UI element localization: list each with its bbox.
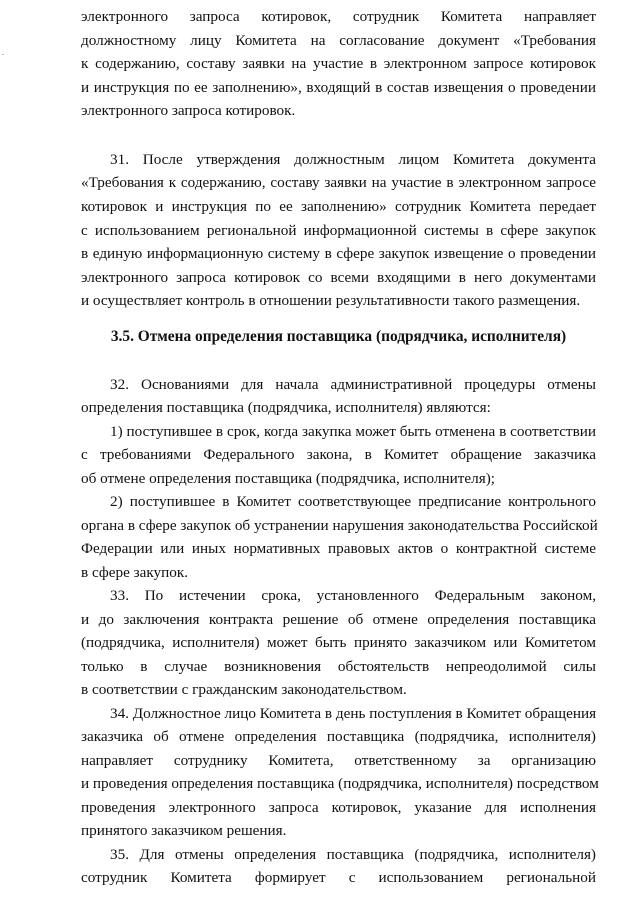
text-line: определения поставщика (подрядчика, исполнителя) являются: — [81, 399, 491, 416]
text-line: «Требования к содержанию, составу заявки на участие в электронном запросе — [81, 174, 596, 191]
text-line: сотрудник Комитета формирует с использованием региональной — [81, 869, 596, 886]
text-line: и осуществляет контроль в отношении результативности такого размещения. — [81, 292, 581, 309]
text-line: к содержанию, составу заявки на участие в электронном запросе котировок — [81, 55, 596, 72]
text-line: заказчика об отмене определения поставщика (подрядчика, исполнителя) — [81, 728, 596, 745]
text-line: с требованиями Федерального закона, в Комитет обращение заказчика — [81, 446, 596, 463]
scan-mark — [2, 54, 4, 55]
text-line: с использованием региональной информационной системы в сфере закупок — [81, 222, 596, 239]
text-line: в единую информационную систему в сфере закупок извещение о проведении — [81, 245, 596, 262]
text-line: 2) поступившее в Комитет соответствующее предписание контрольного — [110, 493, 596, 510]
text-line: органа в сфере закупок об устранении нарушения законодательства Российской — [81, 517, 598, 534]
text-line: 34. Должностное лицо Комитета в день поступления в Комитет обращения — [110, 705, 597, 722]
text-line: электронного запроса котировок со всеми входящими в него документами — [81, 269, 596, 286]
text-line: 32. Основаниями для начала административной процедуры отмены — [110, 376, 596, 393]
text-line: и до заключения контракта решение об отмене определения поставщика — [81, 611, 596, 628]
text-line: в соответствии с гражданским законодательством. — [81, 681, 407, 698]
text-line: в сфере закупок. — [81, 564, 189, 581]
text-line: 35. Для отмены определения поставщика (подрядчика, исполнителя) — [110, 846, 596, 863]
text-line: 1) поступившее в срок, когда закупка может быть отменена в соответствии — [110, 423, 596, 440]
text-line: котировок и инструкция по ее заполнению» сотрудник Комитета передает — [81, 198, 596, 215]
text-line: направляет сотруднику Комитета, ответственному за организацию — [81, 752, 596, 769]
text-line: и проведения определения поставщика (подрядчика, исполнителя) посредством — [81, 775, 599, 792]
text-line: (подрядчика, исполнителя) может быть принято заказчиком или Комитетом — [81, 634, 596, 651]
text-line: 33. По истечении срока, установленного Федеральным законом, — [110, 587, 596, 604]
text-line: электронного запроса котировок. — [81, 102, 296, 119]
section-heading: 3.5. Отмена определения поставщика (подрядчика, исполнителя) — [110, 328, 567, 345]
text-line: только в случае возникновения обстоятельств непреодолимой силы — [81, 658, 596, 675]
text-line: Федерации или иных нормативных правовых актов о контрактной системе — [81, 540, 596, 557]
text-line: электронного запроса котировок, сотрудник Комитета направляет — [81, 8, 596, 25]
text-line: принятого заказчиком решения. — [81, 822, 287, 839]
text-line: об отмене определения поставщика (подрядчика, исполнителя); — [81, 470, 495, 487]
text-line: 31. После утверждения должностным лицом Комитета документа — [110, 151, 596, 168]
text-line: и инструкция по ее заполнению», входящий в состав извещения о проведении — [81, 79, 596, 96]
text-line: должностному лицу Комитета на согласование документ «Требования — [81, 32, 596, 49]
text-line: проведения электронного запроса котировок, указание для исполнения — [81, 799, 596, 816]
